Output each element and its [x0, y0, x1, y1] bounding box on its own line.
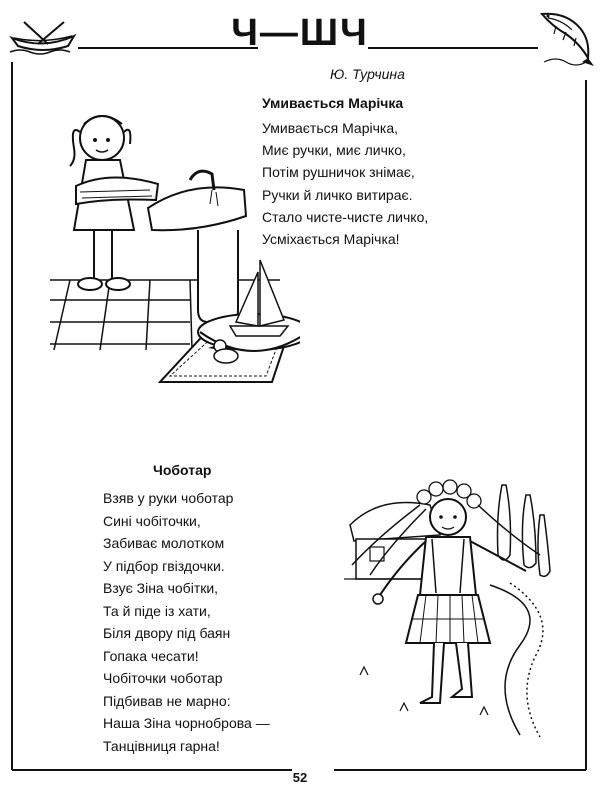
poem2-line: Забиває молотком	[103, 535, 225, 551]
poem2-line: Біля двору під баян	[103, 625, 231, 641]
poem1-line: Умивається Марічка,	[262, 120, 399, 136]
page-title: Ч—ШЧ	[231, 12, 369, 54]
poem1-line: Стало чисте-чисте личко,	[262, 208, 429, 225]
poem2-line: Підбивав не марно:	[103, 692, 231, 709]
poem1-line: Усміхається Марічка!	[262, 231, 400, 248]
poem1-line: Потім рушничок знімає,	[262, 164, 415, 181]
folk-girl-illustration	[340, 475, 560, 745]
poem2-line: Взяв у руки чоботар	[103, 490, 234, 506]
poem2-line: Та й піде із хати,	[103, 602, 211, 619]
poem2-title: Чоботар	[153, 462, 212, 478]
poem2-text	[103, 487, 270, 757]
poem1-line: Ручки й личко витирає.	[262, 186, 413, 203]
poem2-line: Сині чобіточки,	[103, 512, 201, 529]
poem2-line: Взує Зіна чобітки,	[103, 580, 219, 596]
poem1-title: Умивається Марічка	[262, 95, 404, 111]
poem1-author: Ю. Турчина	[330, 66, 405, 82]
poem2-line: Чобіточки чоботар	[103, 670, 223, 686]
poem2-line: Наша Зіна чорноброва —	[103, 715, 270, 731]
poem1-line: Миє ручки, миє личко,	[262, 142, 406, 159]
poem2-line: Танцівниця гарна!	[103, 737, 220, 754]
poem2-line: У підбор гвіздочки.	[103, 557, 225, 574]
poem2-line: Гопака чесати!	[103, 647, 199, 664]
page-number: 52	[292, 770, 308, 785]
washing-girl-illustration	[40, 100, 300, 400]
